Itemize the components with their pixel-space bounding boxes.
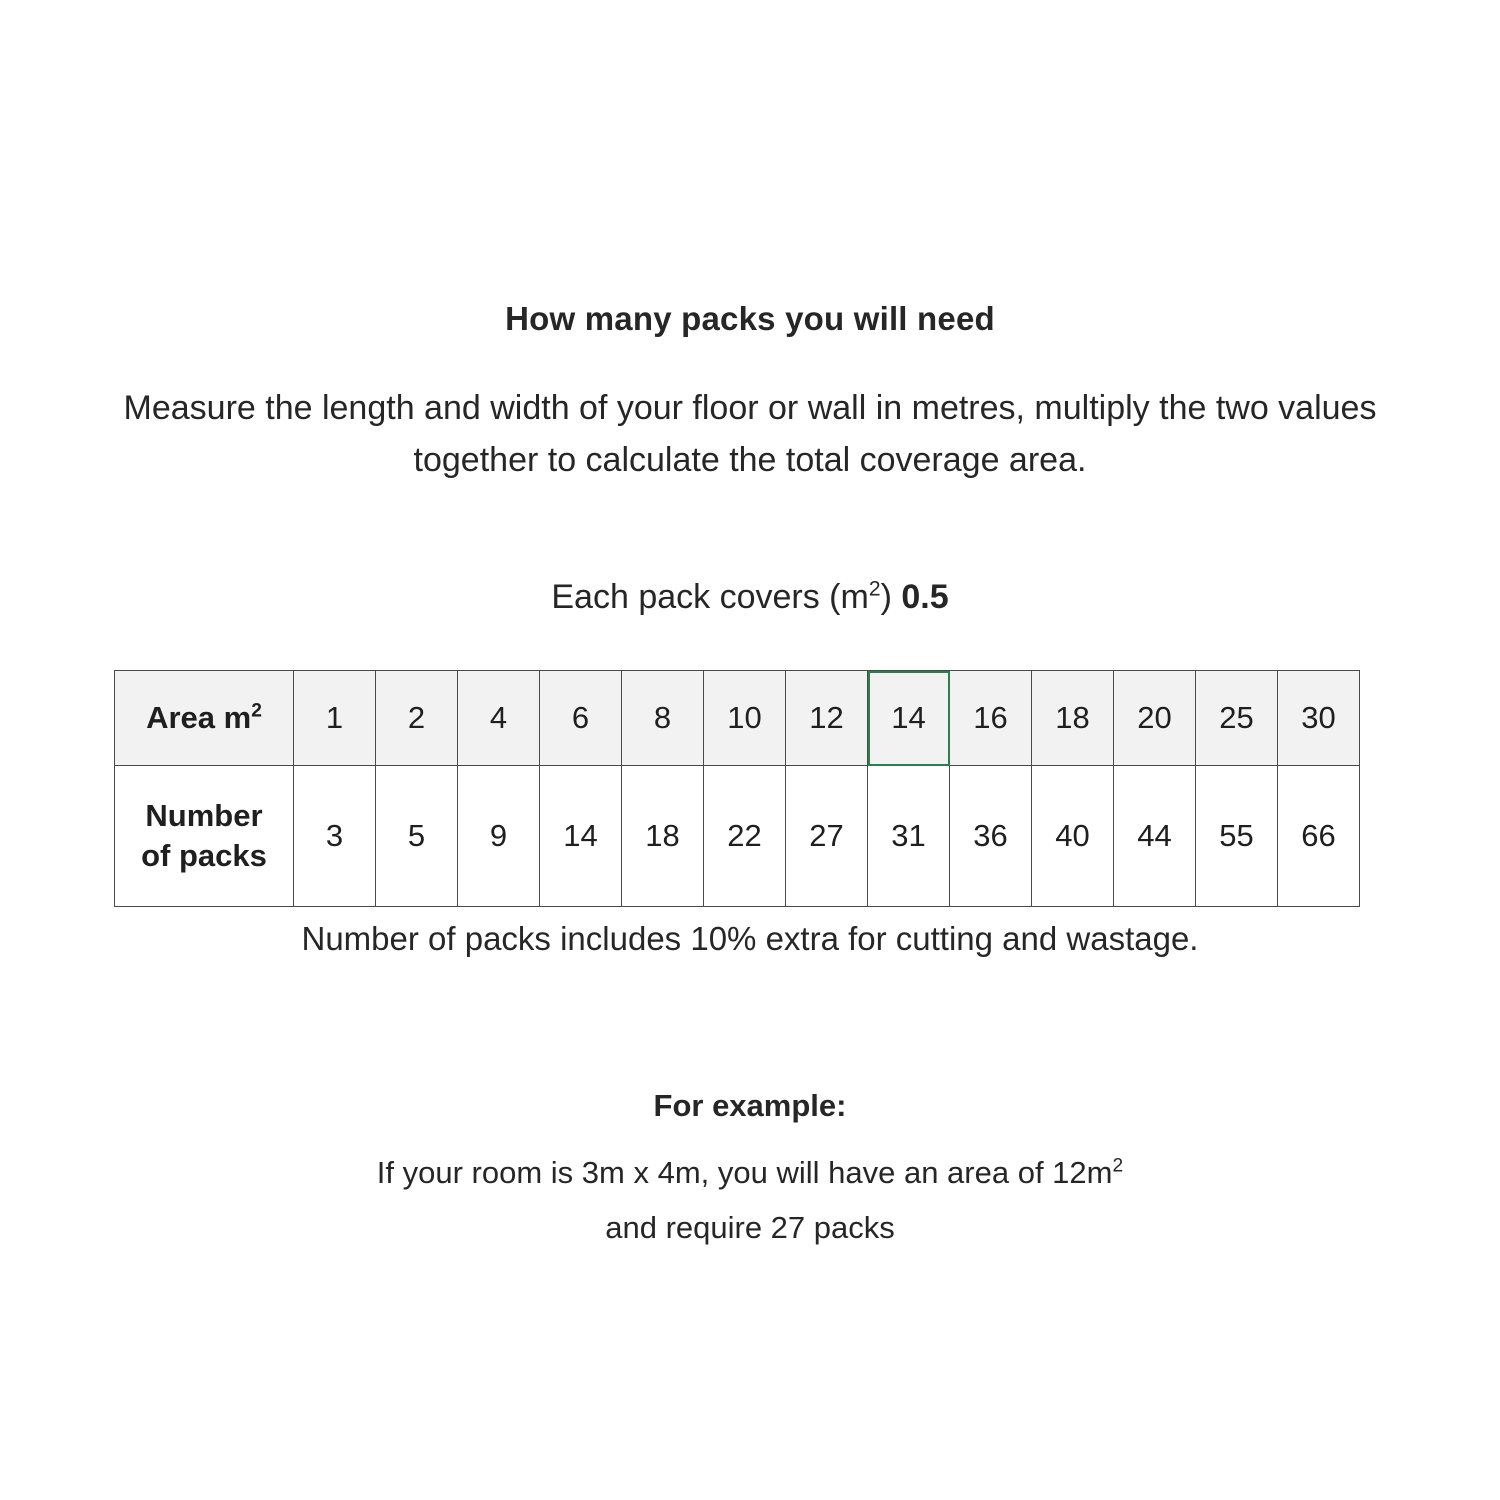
wastage-note: Number of packs includes 10% extra for cutting and wastage. [301, 920, 1199, 957]
area-cell-3: 6 [540, 671, 622, 766]
coverage-superscript: 2 [868, 577, 881, 601]
row-header-packs-line2: of packs [141, 838, 267, 873]
row-header-area [115, 671, 294, 766]
area-cell-1: 2 [376, 671, 458, 766]
coverage-value: 0.5 [901, 578, 949, 616]
example-line1-superscript: 2 [1112, 1155, 1124, 1177]
area-cell-9: 18 [1032, 671, 1114, 766]
packs-cell-9: 40 [1032, 766, 1114, 907]
packs-cell-0: 3 [294, 766, 376, 907]
area-cell-12: 30 [1278, 671, 1360, 766]
packs-cell-4: 18 [622, 766, 704, 907]
packs-cell-12: 66 [1278, 766, 1360, 907]
packs-cell-10: 44 [1114, 766, 1196, 907]
row-header-packs [115, 766, 294, 907]
packs-cell-7: 31 [868, 766, 950, 907]
area-cell-8: 16 [950, 671, 1032, 766]
page-title: How many packs you will need [505, 300, 995, 337]
example-body [150, 1145, 1350, 1255]
row-header-area-superscript: 2 [251, 700, 262, 722]
intro-paragraph: Measure the length and width of your floor or wall in metres, multiply the two values together to calculate the total coverage area. [123, 389, 1377, 479]
area-cell-7: 14 [868, 671, 950, 766]
area-cell-2: 4 [458, 671, 540, 766]
area-cell-10: 20 [1114, 671, 1196, 766]
packs-cell-5: 22 [704, 766, 786, 907]
packs-cell-8: 36 [950, 766, 1032, 907]
coverage-label-suffix: ) [880, 578, 892, 616]
coverage-label-prefix: Each pack covers (m [551, 578, 869, 616]
packs-table [114, 670, 1360, 907]
example-heading: For example: [653, 1088, 847, 1123]
packs-cell-2: 9 [458, 766, 540, 907]
example-line2: and require 27 packs [605, 1210, 895, 1245]
area-cell-11: 25 [1196, 671, 1278, 766]
area-cell-0: 1 [294, 671, 376, 766]
example-line1: If your room is 3m x 4m, you will have an area of 12m [376, 1155, 1113, 1190]
packs-cell-6: 27 [786, 766, 868, 907]
table-row-area [115, 671, 1360, 766]
area-cell-4: 8 [622, 671, 704, 766]
packs-table-wrapper [114, 670, 1360, 907]
packs-cell-3: 14 [540, 766, 622, 907]
packs-cell-1: 5 [376, 766, 458, 907]
area-cell-5: 10 [704, 671, 786, 766]
packs-cell-11: 55 [1196, 766, 1278, 907]
row-header-packs-line1: Number [145, 798, 263, 833]
area-cell-6: 12 [786, 671, 868, 766]
table-row-packs [115, 766, 1360, 907]
coverage-line [0, 578, 1500, 617]
row-header-area-label: Area m [146, 700, 252, 735]
